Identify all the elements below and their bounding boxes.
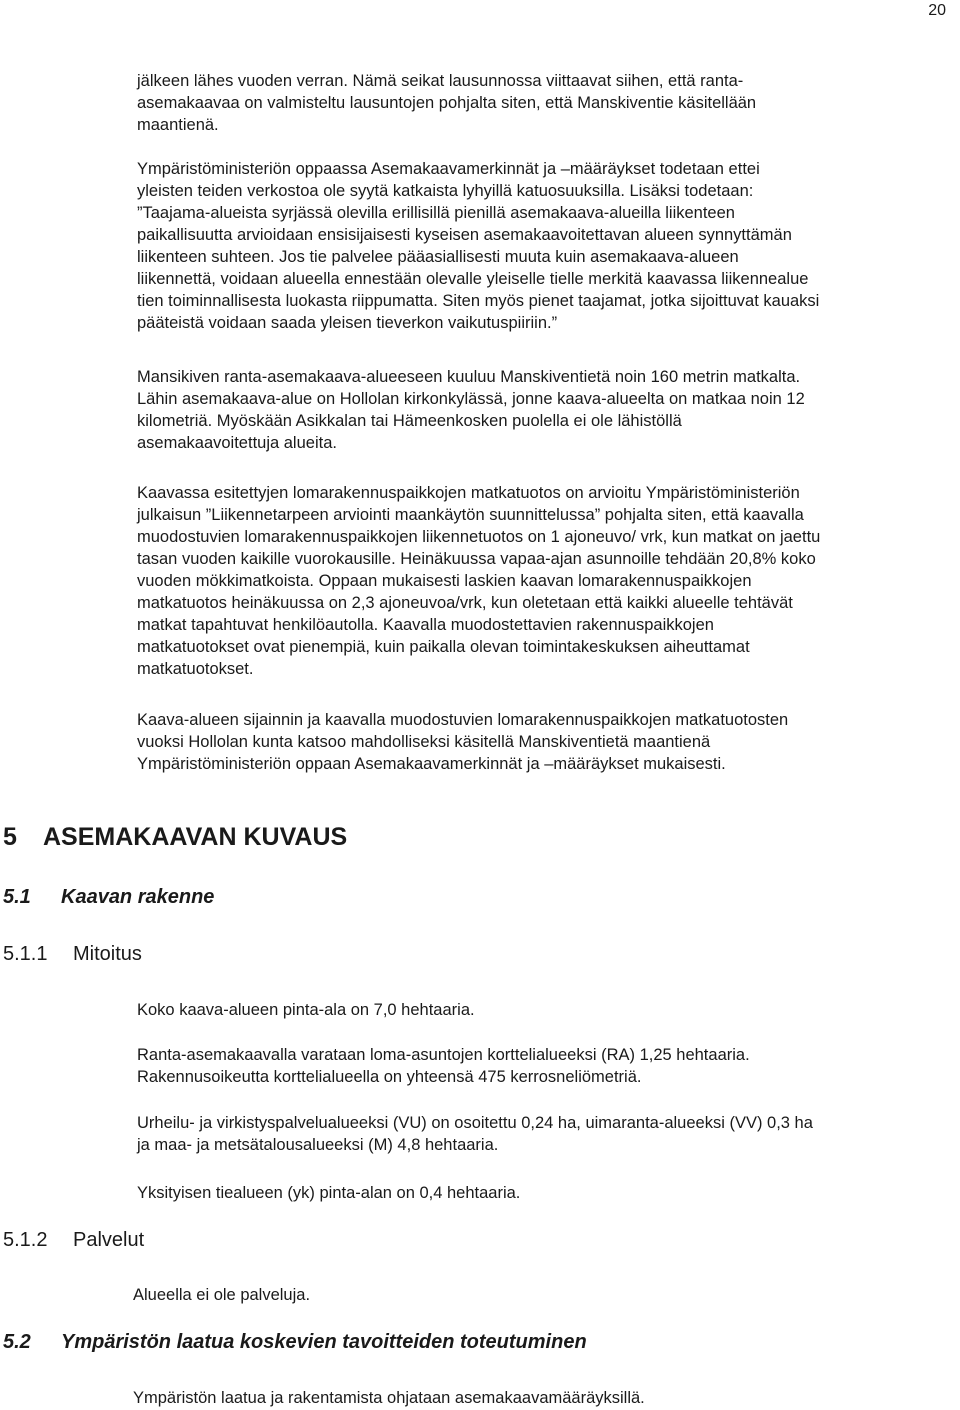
paragraph-environment-quality: Ympäristön laatua ja rakentamista ohjataan asemakaavamääräyksillä. xyxy=(133,1389,645,1407)
heading-title: Ympäristön laatua koskevien tavoitteiden toteutuminen xyxy=(61,1331,587,1353)
paragraph-ministry-guide: Ympäristöministeriön oppaassa Asemakaavamerkinnät ja –määräykset todetaan ettei yleisten teiden verkostoa ole syytä katkaista lyhyillä katuosuuksilla. Lisäksi todetaan: ”Taajama-alueista syrjässä olevilla erillisillä pienillä asemakaava-alueilla liikenteen paikallisuutta arvioidaan ensisijaisesti kyseisen asemakaavoitettavan alueen synnyttämän liikenteen suhteen. Jos tie palvelee pääasiallisesti muuta kuin asemakaava-alueen liikennettä, voidaan alueella ennestään olevalle yleiselle tielle merkitä kaavassa liikennealue tien toiminnallisesta luokasta riippumatta. Siten myös pienet taajamat, jotka sijoittuvat kauaksi pääteistä voidaan saada yleisen tieverkon vaikutuspiiriin.” xyxy=(137,160,820,332)
paragraph-traffic-estimate: Kaavassa esitettyjen lomarakennuspaikkojen matkatuotos on arvioitu Ympäristöministeriön julkaisun ”Liikennetarpeen arviointi maankäytön suunnittelussa” pohjalta siten, että kaavalla muodostuvien lomarakennuspaikkojen liikennetuotos on 1 ajoneuvo/ vrk, kun matkat on jaettu tasan vuoden kaikille vuorokausille. Heinäkuussa vapaa-ajan asunnoille tehdään 20,8% koko vuoden mökkimatkoista. Oppaan mukaisesti laskien kaavan lomarakennuspaikkojen matkatuotos heinäkuussa on 2,3 ajoneuvoa/vrk, kun oletetaan että kaikki alueelle tehtävät matkat tapahtuvat henkilöautolla. Kaavalla muodostettavien rakennuspaikkojen matkatuotokset ovat pienempiä, kuin paikalla olevan toimintakeskuksen aiheuttamat matkatuotokset. xyxy=(137,484,821,678)
heading-title: Kaavan rakenne xyxy=(61,886,215,908)
heading-section-5-2 xyxy=(3,1329,587,1355)
page-number: 20 xyxy=(928,2,946,19)
paragraph-conclusion: Kaava-alueen sijainnin ja kaavalla muodostuvien lomarakennuspaikkojen matkatuotosten vuoksi Hollolan kunta katsoo mahdolliseksi käsitellä Manskiventietä maantienä Ympäristöministeriön oppaan Asemakaavamerkinnät ja –määräykset mukaisesti. xyxy=(137,711,789,773)
heading-number: 5.1.2 xyxy=(3,1229,48,1251)
heading-section-5-1-2 xyxy=(3,1227,144,1253)
heading-section-5 xyxy=(3,822,347,852)
heading-number: 5.1.1 xyxy=(3,943,48,965)
paragraph-total-area: Koko kaava-alueen pinta-ala on 7,0 hehtaaria. xyxy=(137,1001,475,1019)
heading-title: ASEMAKAAVAN KUVAUS xyxy=(43,823,348,851)
paragraph-services: Alueella ei ole palveluja. xyxy=(133,1286,311,1304)
heading-title: Mitoitus xyxy=(73,943,142,965)
paragraph-vu-vv-m-area: Urheilu- ja virkistyspalvelualueeksi (VU) on osoitettu 0,24 ha, uimaranta-alueeksi (VV) 0,3 ha ja maa- ja metsätalousalueeksi (M) 4,8 hehtaaria. xyxy=(137,1114,813,1154)
heading-section-5-1-1 xyxy=(3,941,142,967)
paragraph-ra-area: Ranta-asemakaavalla varataan loma-asuntojen korttelialueeksi (RA) 1,25 hehtaaria. Rakennusoikeutta korttelialueella on yhteensä 475 kerrosneliömetriä. xyxy=(137,1046,750,1086)
paragraph-rantaasemakaava: jälkeen lähes vuoden verran. Nämä seikat lausunnossa viittaavat siihen, että ranta- asemakaavaa on valmisteltu lausuntojen pohjalta siten, että Manskiventie käsitellään maantienä. xyxy=(137,72,757,134)
heading-number: 5.2 xyxy=(3,1331,31,1353)
paragraph-mansikivi-distance: Mansikiven ranta-asemakaava-alueeseen kuuluu Manskiventietä noin 160 metrin matkalta. Lähin asemakaava-alue on Hollolan kirkonkylässä, jonne kaava-alueelta on matkaa noin 12 kilometriä. Myöskään Asikkalan tai Hämeenkosken puolella ei ole lähistöllä asemakaavoitettuja alueita. xyxy=(137,368,805,452)
heading-title: Palvelut xyxy=(73,1229,145,1251)
heading-section-5-1 xyxy=(3,884,214,910)
heading-number: 5 xyxy=(3,823,17,851)
paragraph-yk-area: Yksityisen tiealueen (yk) pinta-alan on 0,4 hehtaaria. xyxy=(137,1184,521,1202)
heading-number: 5.1 xyxy=(3,886,31,908)
